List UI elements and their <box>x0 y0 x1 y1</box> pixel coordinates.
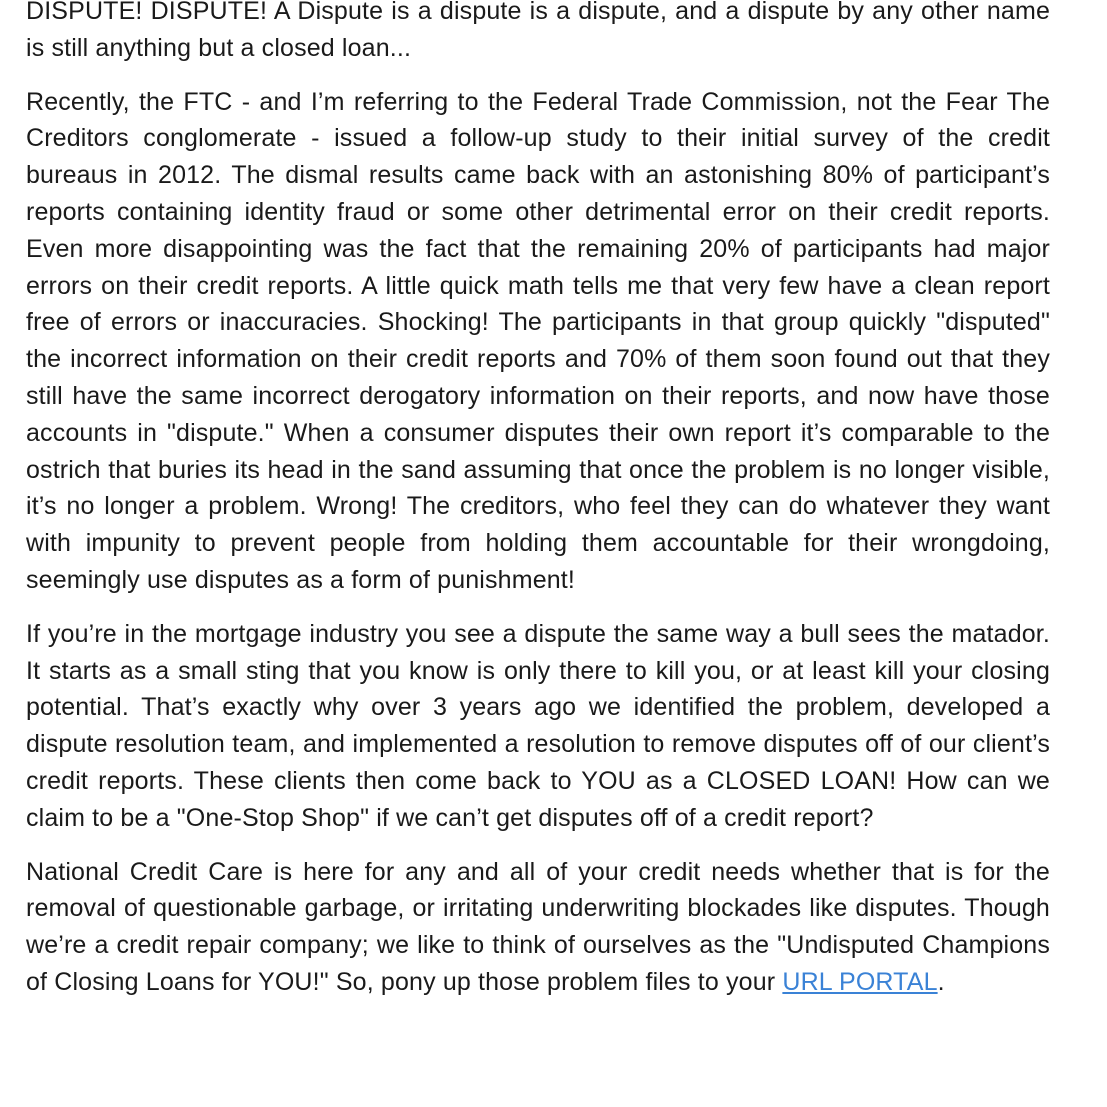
article-body <box>26 0 1050 1018</box>
paragraph-ftc-study: Recently, the FTC - and I’m referring to the Federal Trade Commission, not the Fear The Creditors conglomerate - issued a follow-up study to their initial survey of the credit bureaus in 2012. The dismal results came back with an astonishing 80% of participant’s reports containing identity fraud or some other detrimental error on their credit reports. Even more disappointing was the fact that the remaining 20% of participants had major errors on their credit reports. A little quick math tells me that very few have a clean report free of errors or inaccuracies. Shocking! The participants in that group quickly "disputed" the incorrect information on their credit reports and 70% of them soon found out that they still have the same incorrect derogatory information on their reports, and now have those accounts in "dispute." When a consumer disputes their own report it’s comparable to the ostrich that buries its head in the sand assuming that once the problem is no longer visible, it’s no longer a problem. Wrong! The creditors, who feel they can do whatever they want with impunity to prevent people from holding them accountable for their wrongdoing, seemingly use disputes as a form of punishment! <box>26 87 1050 594</box>
paragraph-mortgage-industry: If you’re in the mortgage industry you see a dispute the same way a bull sees the matador. It starts as a small sting that you know is only there to kill you, or at least kill your closing potential. That’s exactly why over 3 years ago we identified the problem, developed a dispute resolution team, and implemented a resolution to remove disputes off of our client’s credit reports. These clients then come back to YOU as a CLOSED LOAN! How can we claim to be a "One-Stop Shop" if we can’t get disputes off of a credit report? <box>26 619 1050 832</box>
closing-text: National Credit Care is here for any and all of your credit needs whether that is for the removal of questionable garbage, or irritating underwriting blockades like disputes. Though we’re a credit repair company; we like to think of ourselves as the "Undisputed Champions of Closing Loans for YOU!" So, pony up those problem files to your <box>26 857 1050 996</box>
url-portal-link[interactable]: URL PORTAL <box>782 967 938 996</box>
paragraph-intro: DISPUTE! DISPUTE! A Dispute is a dispute is a dispute, and a dispute by any other name is still anything but a closed loan... <box>26 0 1050 62</box>
closing-punctuation: . <box>937 967 945 996</box>
paragraph-national-credit-care <box>26 854 1050 1001</box>
